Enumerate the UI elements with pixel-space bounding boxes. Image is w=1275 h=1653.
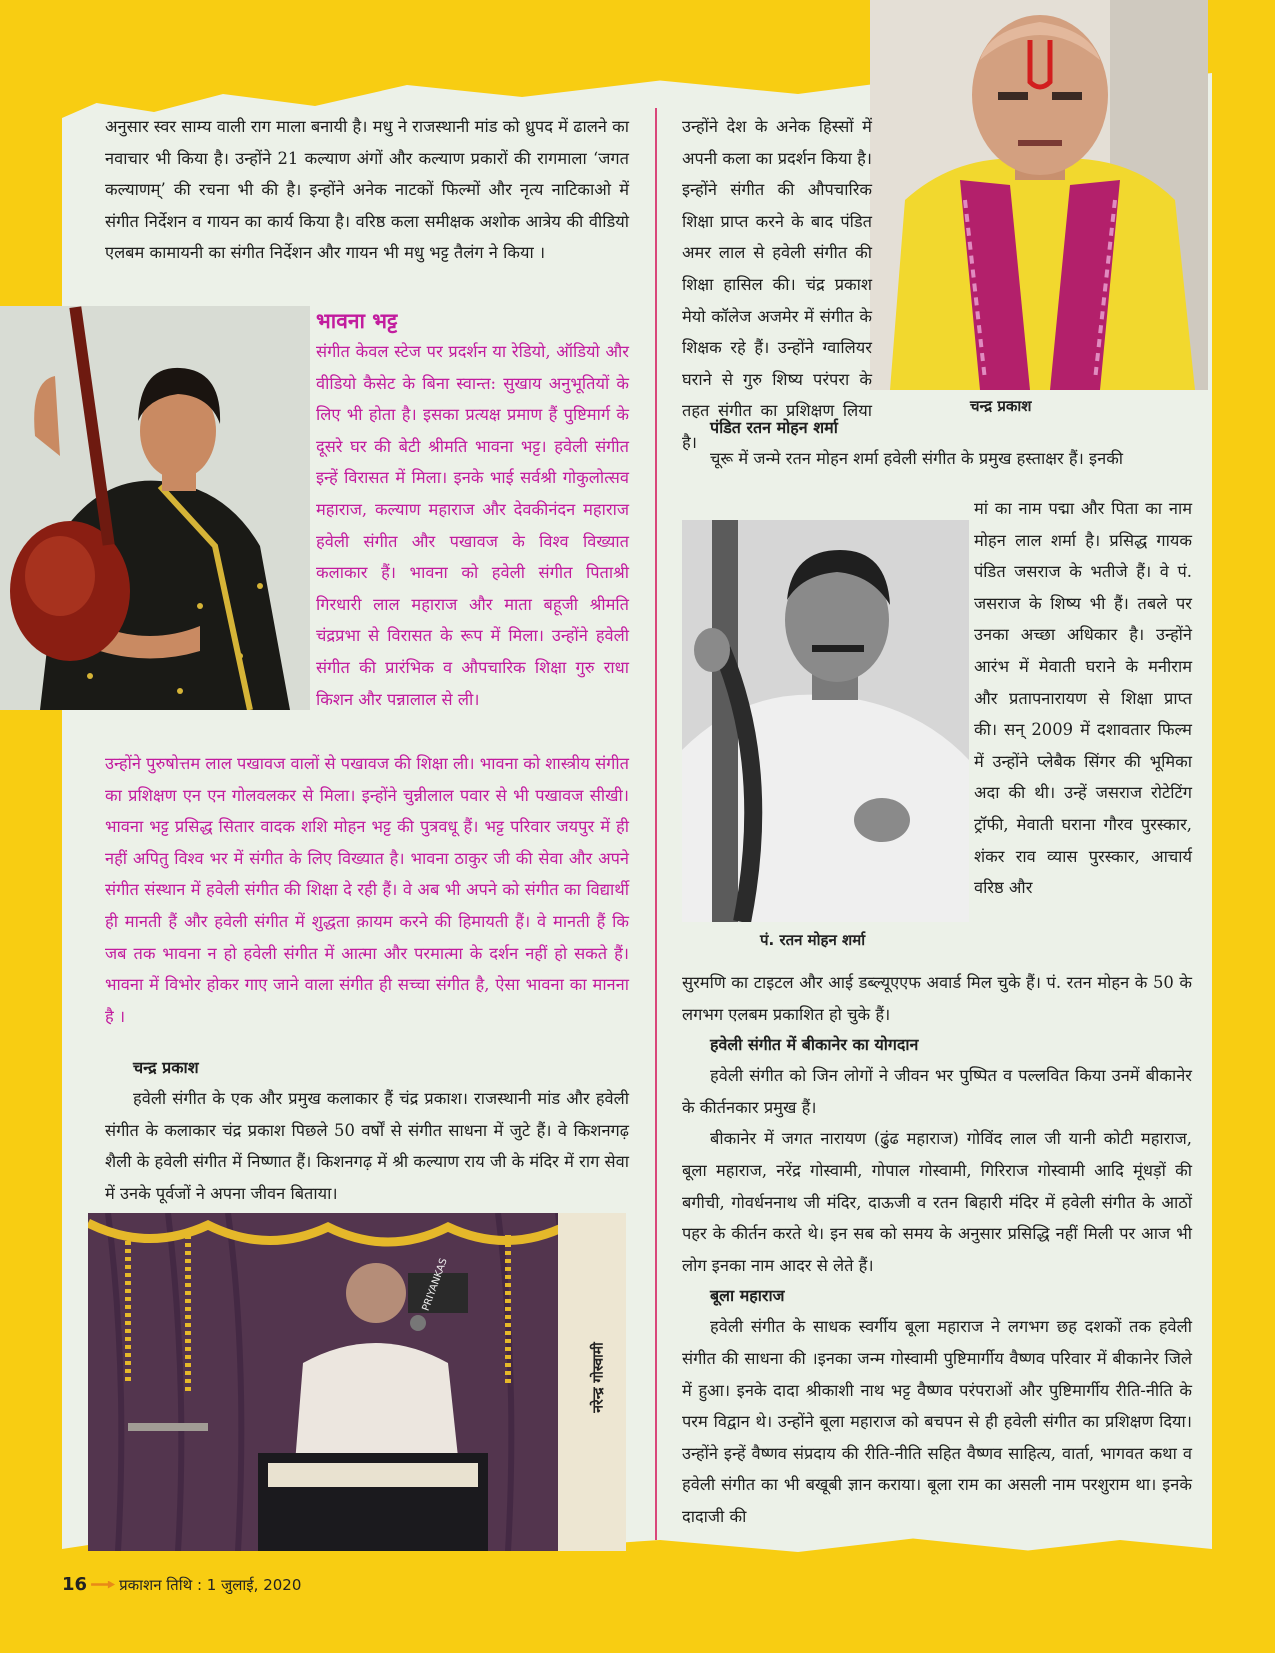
narendra-caption: नरेन्द्र गोस्वामी (590, 1342, 607, 1413)
narendra-goswami-photo (88, 1213, 626, 1551)
bikaner-p2: बीकानेर में जगत नारायण (ढुंढ महाराज) गोविंद लाल जी यानी कोटी महाराज, बूला महाराज, नरेंद्र गोस्वामी, गोपाल गोस्वामी, गिरिराज गोस्वामी आदि मूंधड़ों की बगीची, गोवर्धननाथ जी मंदिर, दाऊजी व रतन बिहारी मंदिर में हवेली संगीत के आठों पहर के कीर्तन करते थे। इन सब को समय के अनुसार प्रसिद्धि नहीं मिली पर आज भी लोग इनका नाम आदर से लेते हैं। (682, 1129, 1192, 1275)
chandra-prakash-photo (870, 0, 1208, 390)
chandra-text: हवेली संगीत के एक और प्रमुख कलाकार हैं चंद्र प्रकाश। राजस्थानी मांड और हवेली संगीत के कलाकार चंद्र प्रकाश पिछले 50 वर्षों से संगीत साधना में जुटे हैं। वे किशनगढ़ शैली के हवेली संगीत में निष्णात हैं। किशनगढ़ में श्री कल्याण राय जी के मंदिर में राग सेवा में उनके पूर्वजों ने अपना जीवन बिताया। (105, 1089, 629, 1203)
bhavna-bhatt-photo (0, 306, 310, 710)
ratan-full-text: सुरमणि का टाइटल और आई डब्ल्यूएएफ अवार्ड मिल चुके हैं। पं. रतन मोहन के 50 के लगभग एलबम प्रकाशित हो चुके हैं। (682, 973, 1192, 1024)
bula-text: हवेली संगीत के साधक स्वर्गीय बूला महाराज ने लगभग छह दशकों तक हवेली संगीत की साधना की ।इनका जन्म गोस्वामी पुष्टिमार्गीय वैष्णव परिवार में बीकानेर जिले में हुआ। इनके दादा श्रीकाशी नाथ भट्ट वैष्णव परंपराओं और पुष्टिमार्गीय रीति-नीति के परम विद्वान थे। उन्होंने बूला महाराज को बचपन से ही हवेली संगीत का प्रशिक्षण दिया। उन्होंने इन्हें वैष्णव संप्रदाय की रीति-नीति सहित वैष्णव साहित्य, वार्ता, भागवत कथा व हवेली संगीत का भी बखूबी ज्ञान कराया। बूला राम का असली नाम परशुराम था। इनके दादाजी की (682, 1317, 1192, 1526)
ratan-photo-caption: पं. रतन मोहन शर्मा (760, 931, 866, 949)
bhavna-full-paragraph: उन्होंने पुरुषोत्तम लाल पखावज वालों से पखावज की शिक्षा ली। भावना को शास्त्रीय संगीत का प्रशिक्षण एन एन गोलवलकर से मिला। इन्होंने चुन्नीलाल पवार से भी पखावज सीखी। भावना भट्ट प्रसिद्ध सितार वादक शशि मोहन भट्ट की पुत्रवधू हैं। भट्ट परिवार जयपुर में ही नहीं अपितु विश्व भर में संगीत के लिए विख्यात है। भावना ठाकुर जी की सेवा और अपने संगीत संस्थान में हवेली संगीत की शिक्षा दे रही हैं। वे अब भी अपने को संगीत का विद्यार्थी ही मानती हैं और हवेली संगीत में शुद्धता क़ायम करने की हिमायती हैं। वे मानती हैं कि जब तक भावना न हो हवेली संगीत में आत्मा और परमात्मा के दर्शन नहीं हो सकते हैं। भावना में विभोर होकर गाए जाने वाला संगीत ही सच्चा संगीत है, ऐसा भावना का मानना है । (105, 754, 629, 1026)
arrow-icon (91, 1581, 115, 1589)
page-number: 16 (62, 1574, 88, 1595)
publication-date: प्रकाशन तिथि : 1 जुलाई, 2020 (119, 1575, 302, 1594)
column-divider (655, 108, 657, 1540)
chandra-cont-paragraph: उन्होंने देश के अनेक हिस्सों में अपनी कला का प्रदर्शन किया है। इन्होंने संगीत की औपचारिक शिक्षा प्राप्त करने के बाद पंडित अमर लाल से हवेली संगीत की शिक्षा हासिल की। चंद्र प्रकाश मेयो कॉलेज अजमेर में संगीत के शिक्षक रहे हैं। उन्होंने ग्वालियर घराने से गुरु शिष्य परंपरा के तहत संगीत का प्रशिक्षण लिया है। (682, 117, 872, 452)
bikaner-heading: हवेली संगीत में बीकानेर का योगदान (710, 1035, 919, 1055)
page-footer (62, 1574, 301, 1595)
bhavna-side-text: संगीत केवल स्टेज पर प्रदर्शन या रेडियो, ऑडियो और वीडियो कैसेट के बिना स्वान्त: सुखाय अनुभूतियों के लिए भी होता है। इसका प्रत्यक्ष प्रमाण हैं पुष्टिमार्ग के दूसरे घर की बेटी श्रीमति भावना भट्ट। हवेली संगीत इन्हें विरासत में मिला। इनके भाई सर्वश्री गोकुलोत्सव महाराज, कल्याण महाराज और देवकीनंदन महाराज हवेली संगीत और पखावज के विश्व विख्यात कलाकार हैं। भावना को हवेली संगीत पिताश्री गिरधारी लाल महाराज और माता बहूजी श्रीमति चंद्रप्रभा से विरासत के रूप में मिला। उन्होंने हवेली संगीत की प्रारंभिक व औपचारिक शिक्षा गुरु राधा किशन और पन्नालाल से ली। (316, 342, 629, 709)
bhavna-side-block (316, 306, 629, 715)
ratan-first-line: चूरू में जन्मे रतन मोहन शर्मा हवेली संगीत के प्रमुख हस्ताक्षर हैं। इनकी (710, 449, 1124, 468)
chandra-photo-caption: चन्द्र प्रकाश (970, 397, 1032, 415)
intro-paragraph: अनुसार स्वर साम्य वाली राग माला बनायी है। मधु ने राजस्थानी मांड को ध्रुपद में ढालने का नवाचार भी किया है। उन्होंने 21 कल्याण अंगों और कल्याण प्रकारों की रागमाला ‘जगत कल्याणम्’ की रचना भी की है। इन्होंने अनेक नाटकों फिल्मों और नृत्य नाटिकाओ में संगीत निर्देशन व गायन का कार्य किया है। वरिष्ठ कला समीक्षक अशोक आत्रेय की वीडियो एलबम कामायनी का संगीत निर्देशन और गायन भी मधु भट्ट तैलंग ने किया । (105, 117, 629, 263)
ratan-bikaner-section (682, 967, 1192, 1533)
bula-heading: बूला महाराज (710, 1286, 785, 1306)
ratan-intro (682, 413, 1192, 475)
chandra-section (105, 1053, 629, 1209)
ratan-mohan-sharma-photo (682, 520, 969, 922)
ratan-side-paragraph: मां का नाम पद्मा और पिता का नाम मोहन लाल शर्मा है। प्रसिद्ध गायक पंडित जसराज के भतीजे हैं। वे पं. जसराज के शिष्य भी हैं। तबले पर उनका अच्छा अधिकार है। उन्होंने आरंभ में मेवाती घराने के मनीराम और प्रतापनारायण से शिक्षा प्राप्त की। सन् 2009 में दशावतार फिल्म में उन्होंने प्लेबैक सिंगर की भूमिका अदा की थी। उन्हें जसराज रोटेटिंग ट्रॉफी, मेवाती घराना गौरव पुरस्कार, शंकर राव व्यास पुरस्कार, आचार्य वरिष्ठ और (974, 499, 1192, 898)
bikaner-p1: हवेली संगीत को जिन लोगों ने जीवन भर पुष्पित व पल्लवित किया उनमें बीकानेर के कीर्तनकार प्रमुख हैं। (682, 1066, 1192, 1117)
harmonium-label: PRIYANKAS (420, 1256, 450, 1313)
chandra-heading: चन्द्र प्रकाश (133, 1058, 199, 1077)
ratan-heading: पंडित रतन मोहन शर्मा (710, 418, 838, 437)
bhavna-heading: भावना भट्ट (316, 309, 398, 333)
